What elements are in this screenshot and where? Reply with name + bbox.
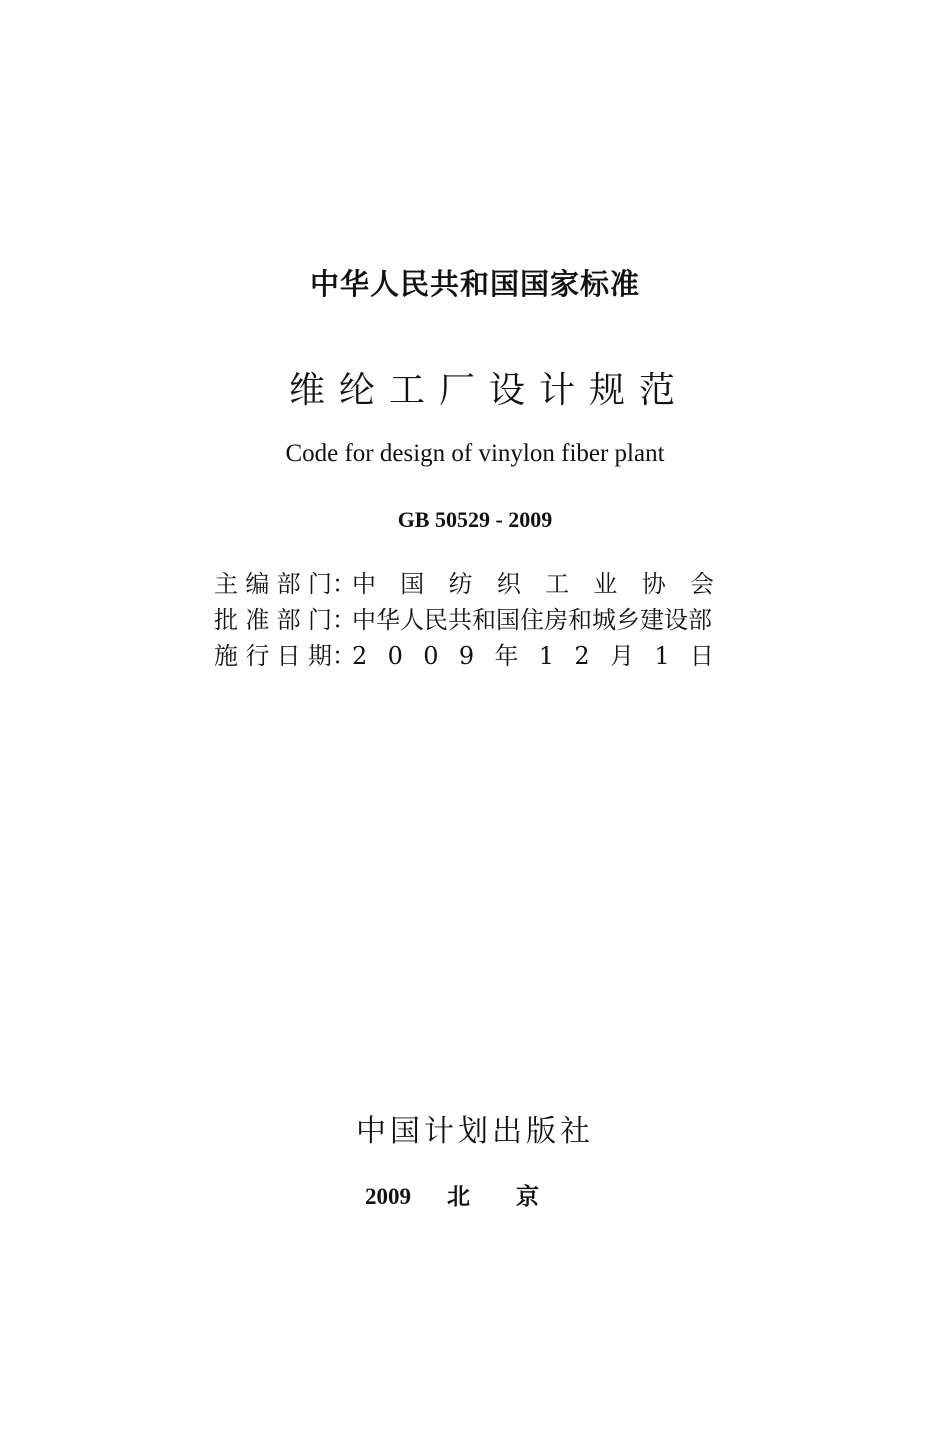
value-char: 工	[545, 570, 570, 598]
document-title-english: Code for design of vinylon fiber plant	[285, 440, 665, 467]
value-char: 年	[494, 642, 519, 670]
publication-line	[0, 1178, 950, 1211]
approver-row	[214, 602, 714, 638]
publication-city: 北京	[447, 1184, 585, 1210]
value-char: 纺	[448, 570, 473, 598]
value-char: 0	[423, 642, 439, 670]
approver-value: 中华人民共和国住房和城乡建设部	[352, 606, 712, 634]
date-row	[214, 638, 714, 674]
standard-number: GB 50529 - 2009	[397, 507, 553, 532]
value-char: 织	[496, 570, 521, 598]
value-char: 协	[641, 570, 666, 598]
publication-year: 2009	[364, 1184, 411, 1209]
date-label: 施行日期	[214, 642, 332, 670]
date-colon: ：	[332, 642, 356, 670]
value-char: 月	[609, 642, 634, 670]
value-char: 业	[593, 570, 618, 598]
value-char: 国	[400, 570, 425, 598]
info-block	[214, 566, 714, 674]
date-value	[352, 638, 714, 674]
editor-label: 主编部门	[214, 570, 332, 598]
editor-value	[352, 566, 714, 602]
document-title-chinese: 维纶工厂设计规范	[288, 370, 689, 411]
national-standard-heading: 中华人民共和国国家标准	[309, 267, 640, 301]
approver-colon: ：	[332, 606, 356, 634]
editor-row	[214, 566, 714, 602]
value-char: 1	[538, 642, 555, 670]
value-char: 2	[352, 642, 368, 670]
value-char: 会	[689, 570, 714, 598]
value-char: 日	[689, 642, 714, 670]
value-char: 1	[654, 642, 670, 670]
approver-label: 批准部门	[214, 606, 332, 634]
editor-colon: ：	[332, 570, 356, 598]
value-char: 2	[574, 642, 590, 670]
value-char: 中	[352, 570, 376, 598]
value-char: 9	[458, 642, 475, 670]
publisher-name: 中国计划出版社	[356, 1114, 594, 1149]
value-char: 0	[387, 642, 403, 670]
